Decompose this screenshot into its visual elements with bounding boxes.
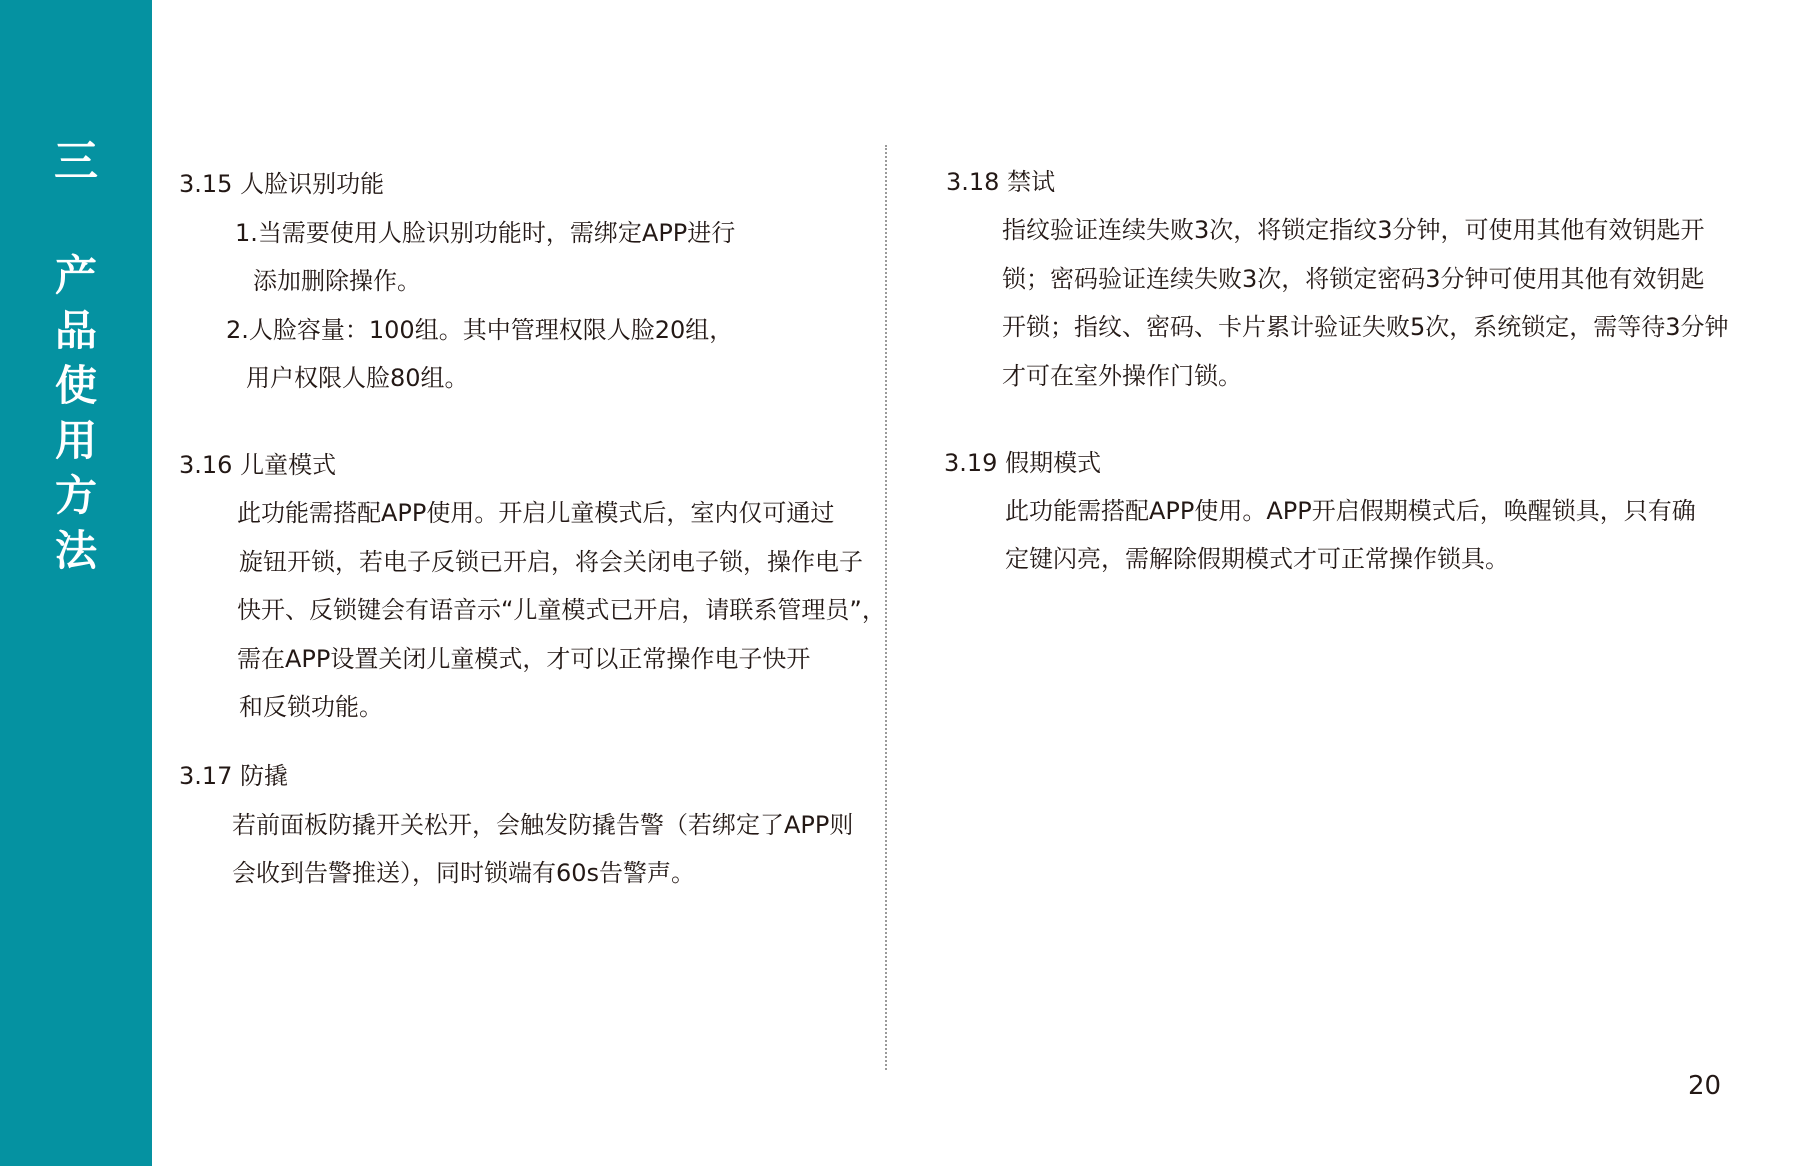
section-line: 才可在室外操作门锁。 bbox=[1002, 362, 1242, 390]
chapter-title-char: 方 bbox=[54, 471, 97, 520]
section-line: 会收到告警推送），同时锁端有60s告警声。 bbox=[232, 859, 696, 887]
page-number: 20 bbox=[1688, 1071, 1722, 1101]
section-line: 用户权限人脸80组。 bbox=[246, 364, 469, 392]
chapter-title-char: 品 bbox=[54, 306, 97, 355]
chapter-title bbox=[0, 248, 152, 578]
section-line: 和反锁功能。 bbox=[239, 693, 383, 721]
section-line: 开锁；指纹、密码、卡片累计验证失败5次，系统锁定，需等待3分钟 bbox=[1002, 313, 1729, 341]
section-line: 2.人脸容量：100组。其中管理权限人脸20组， bbox=[226, 316, 734, 344]
chapter-sidebar bbox=[0, 0, 152, 1166]
section-line: 此功能需搭配APP使用。开启儿童模式后，室内仅可通过 bbox=[237, 499, 835, 527]
section-heading: 3.16 儿童模式 bbox=[179, 451, 337, 479]
section-heading: 3.19 假期模式 bbox=[944, 449, 1102, 477]
section-line: 指纹验证连续失败3次，将锁定指纹3分钟，可使用其他有效钥匙开 bbox=[1002, 216, 1705, 244]
chapter-title-char: 法 bbox=[54, 526, 97, 575]
section-line: 若前面板防撬开关松开，会触发防撬告警（若绑定了APP则 bbox=[232, 811, 854, 839]
section-heading: 3.17 防撬 bbox=[179, 762, 289, 790]
section-line: 1.当需要使用人脸识别功能时，需绑定APP进行 bbox=[235, 219, 736, 247]
section-line: 快开、反锁键会有语音示“儿童模式已开启，请联系管理员”， bbox=[237, 596, 886, 624]
section-line: 添加删除操作。 bbox=[253, 267, 421, 295]
section-heading: 3.18 禁试 bbox=[946, 168, 1056, 196]
chapter-title-char: 产 bbox=[54, 251, 97, 300]
chapter-number: 三 bbox=[54, 136, 98, 187]
chapter-title-char: 用 bbox=[54, 416, 97, 465]
section-heading: 3.15 人脸识别功能 bbox=[179, 170, 385, 198]
chapter-title-char: 使 bbox=[54, 361, 97, 410]
section-line: 需在APP设置关闭儿童模式，才可以正常操作电子快开 bbox=[237, 645, 811, 673]
section-line: 旋钮开锁，若电子反锁已开启，将会关闭电子锁，操作电子 bbox=[239, 548, 863, 576]
section-line: 锁；密码验证连续失败3次，将锁定密码3分钟可使用其他有效钥匙 bbox=[1002, 265, 1705, 293]
section-line: 定键闪亮，需解除假期模式才可正常操作锁具。 bbox=[1005, 545, 1509, 573]
section-line: 此功能需搭配APP使用。APP开启假期模式后，唤醒锁具，只有确 bbox=[1005, 497, 1696, 525]
